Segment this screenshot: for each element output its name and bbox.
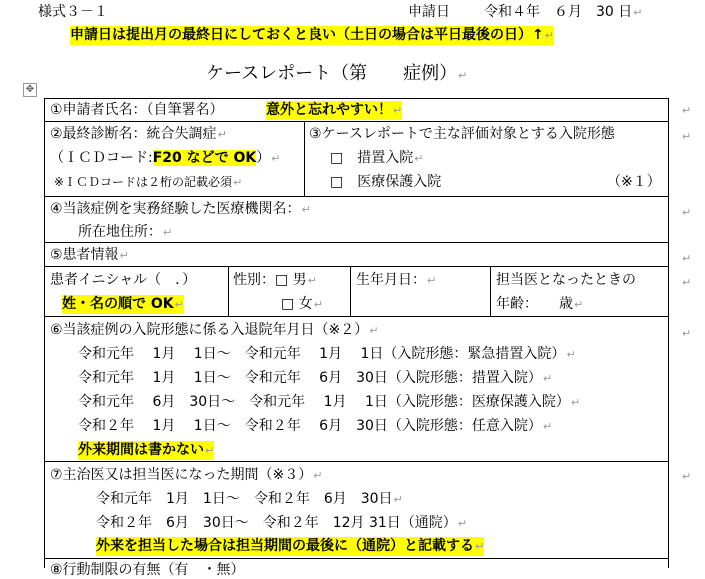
icd-code-close: ） xyxy=(256,150,271,166)
row-divider xyxy=(44,121,669,122)
para-mark-icon: ↵ xyxy=(217,128,227,141)
admission-row xyxy=(78,369,552,388)
para-mark-icon: ↵ xyxy=(174,298,184,311)
para-mark-icon: ↵ xyxy=(633,6,643,19)
icd-code-note xyxy=(54,173,242,192)
para-mark-icon: ↵ xyxy=(682,276,692,289)
attending-period-row xyxy=(96,490,403,509)
page-title-text: ケースレポート（第 症例） xyxy=(206,63,458,84)
sex-male-label: 性別：□ 男 xyxy=(233,272,307,288)
para-mark-icon: ↵ xyxy=(119,249,129,262)
attending-period-label xyxy=(50,466,323,485)
patient-info-label xyxy=(50,246,129,265)
admission-row xyxy=(78,417,552,436)
apply-date-note-text: 申請日は提出月の最終日にしておくと良い（土日の場合は平日最後の日）↑ xyxy=(70,27,544,43)
col-divider xyxy=(490,266,491,316)
table-right-border xyxy=(668,98,669,568)
row-divider xyxy=(44,242,669,243)
para-mark-icon: ↵ xyxy=(682,252,692,265)
age-label: 担当医となったときの xyxy=(496,272,636,288)
apply-date-value: 令和４年 ６月 30 日 xyxy=(484,4,633,20)
admission-row-text: 令和２年 1月 1日～ 令和２年 6月 30日（入院形態：任意入院） xyxy=(78,418,542,434)
attending-period-note-text: 外来を担当した場合は担当期間の最後に（通院）と記載する xyxy=(96,538,474,554)
col-divider xyxy=(228,266,229,316)
attending-period-row xyxy=(96,514,467,533)
row-divider xyxy=(44,461,669,462)
apply-date xyxy=(484,3,642,22)
table-left-border xyxy=(44,98,45,568)
para-mark-icon: ↵ xyxy=(163,226,173,239)
para-mark-icon: ↵ xyxy=(574,298,584,311)
patient-info-label-text: ⑤患者情報 xyxy=(50,247,119,263)
apply-date-label: 申請日 xyxy=(408,4,450,20)
institution-label-text: ④当該症例を実務経験した医療機関名： xyxy=(50,201,301,217)
icd-code-line xyxy=(50,149,280,168)
sex-female-checkbox[interactable] xyxy=(281,295,323,314)
para-mark-icon: ↵ xyxy=(570,396,581,409)
para-mark-icon: ↵ xyxy=(475,540,485,553)
institution-label xyxy=(50,200,311,219)
para-mark-icon: ↵ xyxy=(414,152,424,165)
para-mark-icon: ↵ xyxy=(542,372,553,385)
attending-period-note xyxy=(96,537,484,556)
para-mark-icon: ↵ xyxy=(458,69,468,82)
para-mark-icon: ↵ xyxy=(301,203,311,216)
para-mark-icon: ↵ xyxy=(544,29,554,42)
patient-initial-note-text: 姓・名の順で OK xyxy=(62,296,174,312)
diagnosis-label xyxy=(50,125,227,144)
row-divider xyxy=(44,196,669,197)
para-mark-icon: ↵ xyxy=(271,152,281,165)
icd-code-note-text: ※ＩＣＤコードは２桁の記載必須 xyxy=(54,175,233,189)
para-mark-icon: ↵ xyxy=(205,444,215,457)
admission-row-text: 令和元年 1月 1日～ 令和元年 6月 30日（入院形態：措置入院） xyxy=(78,370,542,386)
page-title xyxy=(206,62,467,88)
para-mark-icon: ↵ xyxy=(233,176,243,189)
admission-dates-label-text: ⑥当該症例の入院形態に係る入退院年月日（※２） xyxy=(50,322,369,338)
applicant-name-note-text: 意外と忘れやすい！ xyxy=(266,102,392,118)
birth-date-label xyxy=(356,271,436,290)
form-number: 様式３－１ xyxy=(38,4,108,20)
para-mark-icon: ↵ xyxy=(393,104,403,117)
row-divider xyxy=(44,266,669,267)
checkbox-medical-protection-admission[interactable]: □ 医療保護入院 xyxy=(330,174,442,190)
para-mark-icon: ↵ xyxy=(566,348,576,361)
attending-period-label-text: ⑦主治医又は担当医になった期間（※３） xyxy=(50,467,313,483)
admission-row xyxy=(78,393,580,412)
admission-row xyxy=(78,345,576,364)
para-mark-icon: ↵ xyxy=(393,493,403,506)
age-value-text: 年齢： 歳 xyxy=(496,296,573,312)
admission-type-footnote: （※１） xyxy=(607,174,661,190)
address-label-text: 所在地住所： xyxy=(78,224,162,240)
icd-code-value[interactable]: F20 などで OK xyxy=(152,150,257,166)
col-divider xyxy=(350,266,351,316)
admission-row-text: 令和元年 6月 30日～ 令和元年 1月 1日（入院形態：医療保護入院） xyxy=(78,394,570,410)
sex-male-checkbox[interactable] xyxy=(233,271,317,290)
attending-period-row-text: 令和元年 1月 1日～ 令和２年 6月 30日 xyxy=(96,491,393,507)
admission-dates-label xyxy=(50,321,379,340)
birth-date-label-text: 生年月日： xyxy=(356,272,426,288)
para-mark-icon: ↵ xyxy=(682,206,692,219)
restriction-label: ⑧行動制限の有無（有 ・無） xyxy=(50,562,245,578)
para-mark-icon: ↵ xyxy=(682,130,692,143)
patient-initial-label: 患者イニシャル（ ．） xyxy=(50,272,197,288)
apply-date-note xyxy=(70,26,554,45)
checkbox-measure-admission[interactable] xyxy=(330,149,423,168)
sex-female-label: □ 女 xyxy=(281,296,313,312)
row-divider xyxy=(44,558,669,559)
address-label xyxy=(78,223,172,242)
para-mark-icon: ↵ xyxy=(682,470,692,483)
para-mark-icon: ↵ xyxy=(313,469,323,482)
applicant-name-label: ①申請者氏名：（自筆署名） xyxy=(50,102,224,118)
para-mark-icon: ↵ xyxy=(682,104,692,117)
row-divider xyxy=(44,316,669,317)
move-handle-icon[interactable]: ✥ xyxy=(23,83,37,97)
attending-period-row-text: 令和２年 6月 30日～ 令和２年 12月 31日（通院） xyxy=(96,515,457,531)
diagnosis-label-text: ②最終診断名：統合失調症 xyxy=(50,126,217,142)
age-value xyxy=(496,295,583,314)
admission-type-label: ③ケースレポートで主な評価対象とする入院形態 xyxy=(309,126,615,142)
para-mark-icon: ↵ xyxy=(542,420,553,433)
row-divider xyxy=(44,98,669,99)
admission-row-text: 令和元年 1月 1日～ 令和元年 1月 1日（入院形態：緊急措置入院） xyxy=(78,346,566,362)
para-mark-icon: ↵ xyxy=(313,298,323,311)
applicant-name-note xyxy=(266,101,402,120)
outpatient-note xyxy=(78,441,214,460)
para-mark-icon: ↵ xyxy=(457,517,468,530)
outpatient-note-text: 外来期間は書かない xyxy=(78,442,204,458)
para-mark-icon: ↵ xyxy=(427,274,437,287)
para-mark-icon: ↵ xyxy=(307,274,317,287)
col-divider xyxy=(304,121,305,196)
patient-initial-note xyxy=(62,295,184,314)
para-mark-icon: ↵ xyxy=(682,327,692,340)
checkbox-measure-admission-label: □ 措置入院 xyxy=(330,150,414,166)
para-mark-icon: ↵ xyxy=(369,324,379,337)
icd-code-open: （ＩＣＤコード: xyxy=(50,150,153,166)
